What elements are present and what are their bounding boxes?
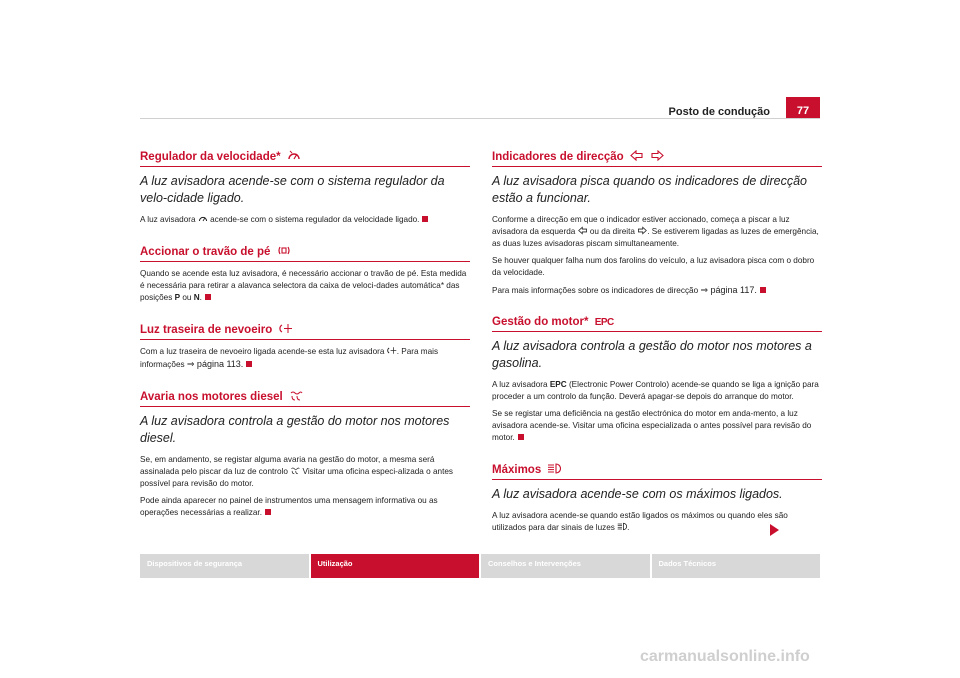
paragraph: Quando se acende esta luz avisadora, é necessário accionar o travão de pé. Esta medida é necessária para retirar a alavanca selectora da caixa de veloci-dades automática* das posições P ou N. xyxy=(140,269,467,302)
section-title-cruise-control: Regulador da velocidade* xyxy=(140,150,470,167)
page-number: 77 xyxy=(786,97,820,119)
rear-fog-light-icon xyxy=(279,323,293,334)
next-page-arrow-icon[interactable] xyxy=(770,524,779,536)
section-subtitle: A luz avisadora pisca quando os indicadores de direcção estão a funcionar. xyxy=(492,174,808,205)
header-rule xyxy=(140,118,820,119)
tab-dispositivos-de-seguranca[interactable]: Dispositivos de segurança xyxy=(140,554,309,578)
paragraph: Conforme a direcção em que o indicador estiver accionado, começa a piscar a luz avisadora da esquerda ou da direita . Se estiverem ligadas as luzes de emergência, as duas luzes avisadoras piscam simultaneamente. xyxy=(492,215,819,248)
paragraph: Se houver qualquer falha num dos farolins do veículo, a luz avisadora pisca com o dobro da velocidade. xyxy=(492,256,815,277)
running-header-title: Posto de condução xyxy=(668,106,770,118)
paragraph: Se se registar uma deficiência na gestão electrónica do motor em anda-mento, a luz avisadora acende-se. Visitar uma oficina especializada o antes possível para revisão do motor. xyxy=(492,409,812,442)
section-title-rear-fog-light: Luz traseira de nevoeiro xyxy=(140,323,470,340)
paragraph: Pode ainda aparecer no painel de instrumentos uma mensagem informativa ou as operações necessárias a realizar. xyxy=(140,496,438,517)
paragraph: Se, em andamento, se registar alguma avaria na gestão do motor, a mesma será assinalada pelo piscar da luz de controlo Visitar uma oficina especi-alizada o antes possível para revisão do motor. xyxy=(140,455,453,488)
turn-signal-left-icon xyxy=(630,150,644,161)
turn-signal-right-icon xyxy=(637,226,647,235)
tab-dados-tecnicos[interactable]: Dados Técnicos xyxy=(652,554,821,578)
section-title-brake-pedal: Accionar o travão de pé xyxy=(140,245,470,262)
left-column xyxy=(140,150,470,524)
turn-signal-left-icon xyxy=(578,226,588,235)
section-end-marker xyxy=(760,287,766,293)
turn-signal-right-icon xyxy=(650,150,664,161)
high-beam-icon xyxy=(617,522,627,531)
section-subtitle: A luz avisadora controla a gestão do motor nos motores diesel. xyxy=(140,414,450,445)
paragraph: A luz avisadora acende-se quando estão ligados os máximos ou quando eles são utilizados para dar sinais de luzes . xyxy=(492,511,788,532)
cruise-control-icon xyxy=(287,150,301,161)
glow-plug-icon xyxy=(289,390,303,401)
paragraph: A luz avisadora EPC (Electronic Power Controlo) acende-se quando se liga a ignição para proceder a um controlo da função. Deverá apagar-se depois do arranque do motor. xyxy=(492,380,819,401)
paragraph: Para mais informações sobre os indicadores de direcção ⇒ página 117. xyxy=(492,284,822,297)
tab-utilizacao[interactable]: Utilização xyxy=(311,554,480,578)
high-beam-icon xyxy=(547,463,561,474)
section-end-marker xyxy=(265,509,271,515)
cruise-control-icon xyxy=(198,214,208,223)
paragraph: Com a luz traseira de nevoeiro ligada acende-se esta luz avisadora . Para mais informações ⇒ página 113. xyxy=(140,347,439,369)
watermark: carmanualsonline.info xyxy=(640,648,810,665)
right-column xyxy=(492,150,822,539)
paragraph: A luz avisadora acende-se com o sistema regulador da velocidade ligado. xyxy=(140,214,470,226)
section-end-marker xyxy=(518,434,524,440)
page-reference-link[interactable]: ⇒ página 117. xyxy=(700,285,757,295)
brake-pedal-icon xyxy=(277,245,291,256)
section-end-marker xyxy=(422,216,428,222)
tab-conselhos-e-intervencoes[interactable]: Conselhos e Intervenções xyxy=(481,554,650,578)
section-title-engine-management: Gestão do motor* EPC xyxy=(492,316,822,332)
section-subtitle: A luz avisadora controla a gestão do motor nos motores a gasolina. xyxy=(492,339,812,370)
glow-plug-icon xyxy=(290,466,300,475)
section-subtitle: A luz avisadora acende-se com o sistema regulador da velo-cidade ligado. xyxy=(140,174,445,205)
section-end-marker xyxy=(205,294,211,300)
epc-icon: EPC xyxy=(594,317,614,328)
section-title-turn-signals: Indicadores de direcção xyxy=(492,150,822,167)
section-title-diesel-engine-fault: Avaria nos motores diesel xyxy=(140,390,470,407)
section-subtitle: A luz avisadora acende-se com os máximos ligados. xyxy=(492,487,783,501)
section-end-marker xyxy=(246,361,252,367)
footer-tab-bar xyxy=(140,554,820,578)
page-reference-link[interactable]: ⇒ página 113. xyxy=(186,359,244,369)
epc-icon: EPC xyxy=(549,380,567,389)
section-title-high-beam: Máximos xyxy=(492,463,822,480)
rear-fog-light-icon xyxy=(387,346,397,355)
